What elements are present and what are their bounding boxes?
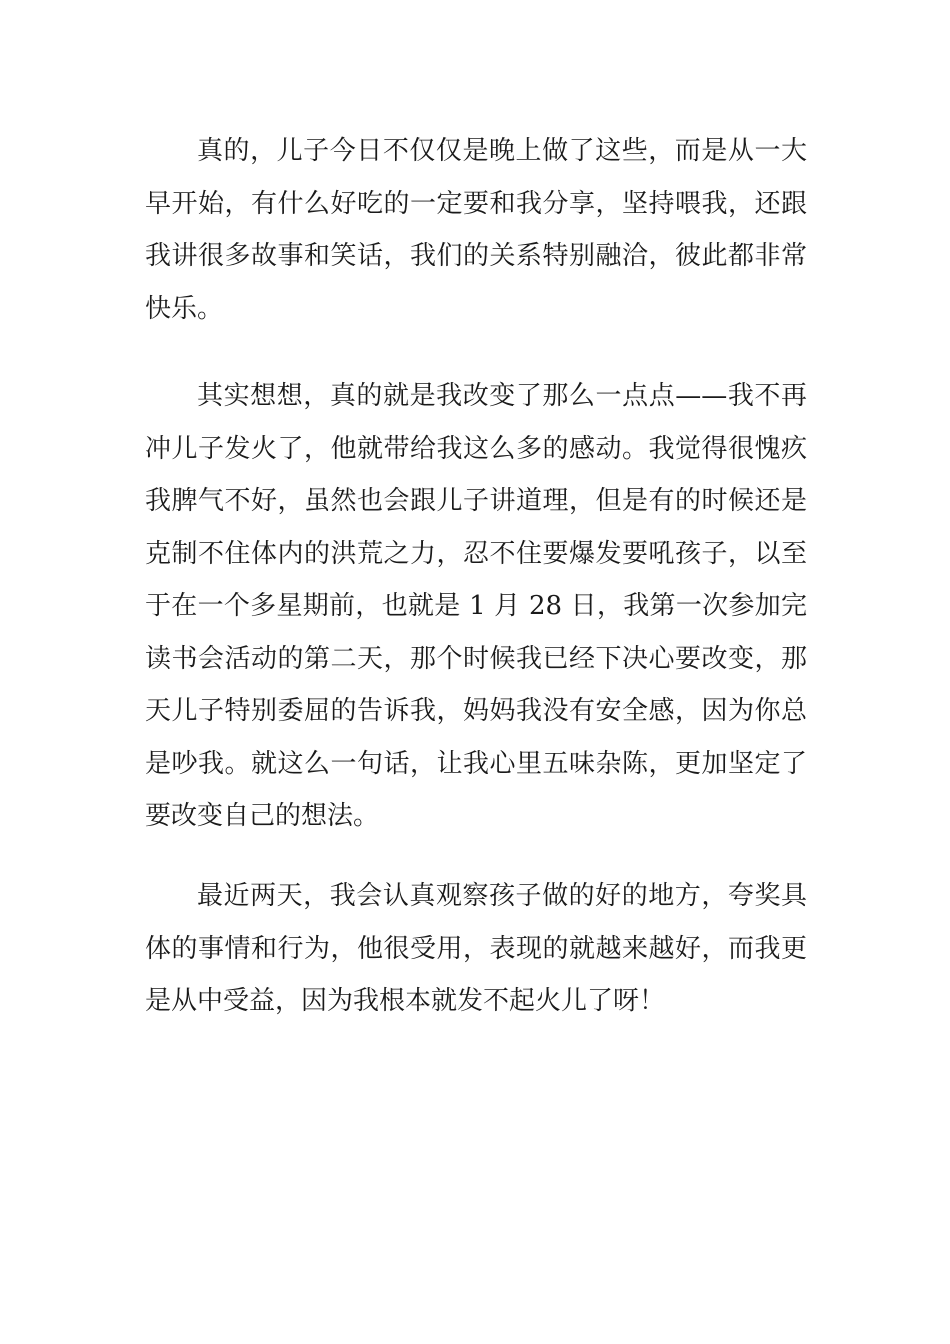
paragraph-2: 其实想想，真的就是我改变了那么一点点——我不再冲儿子发火了，他就带给我这么多的感动。我觉得很愧疚我脾气不好，虽然也会跟儿子讲道理，但是有的时候还是克制不住体内的洪荒之力，忍不住要爆发要吼孩子，以至于在一个多星期前，也就是 1 月 28 日，我第一次参加完读书会活动的第二天，那个时候我已经下决心要改变，那天儿子特别委屈的告诉我，妈妈我没有安全感，因为你总是吵我。就这么一句话，让我心里五味杂陈，更加坚定了要改变自己的想法。 [145,381,807,831]
paragraph-1: 真的，儿子今日不仅仅是晚上做了这些，而是从一大早开始，有什么好吃的一定要和我分享，坚持喂我，还跟我讲很多故事和笑话，我们的关系特别融洽，彼此都非常快乐。 [145,136,807,324]
paragraph-3: 最近两天，我会认真观察孩子做的好的地方，夸奖具体的事情和行为，他很受用，表现的就越来越好，而我更是从中受益，因为我根本就发不起火儿了呀！ [145,881,807,1016]
